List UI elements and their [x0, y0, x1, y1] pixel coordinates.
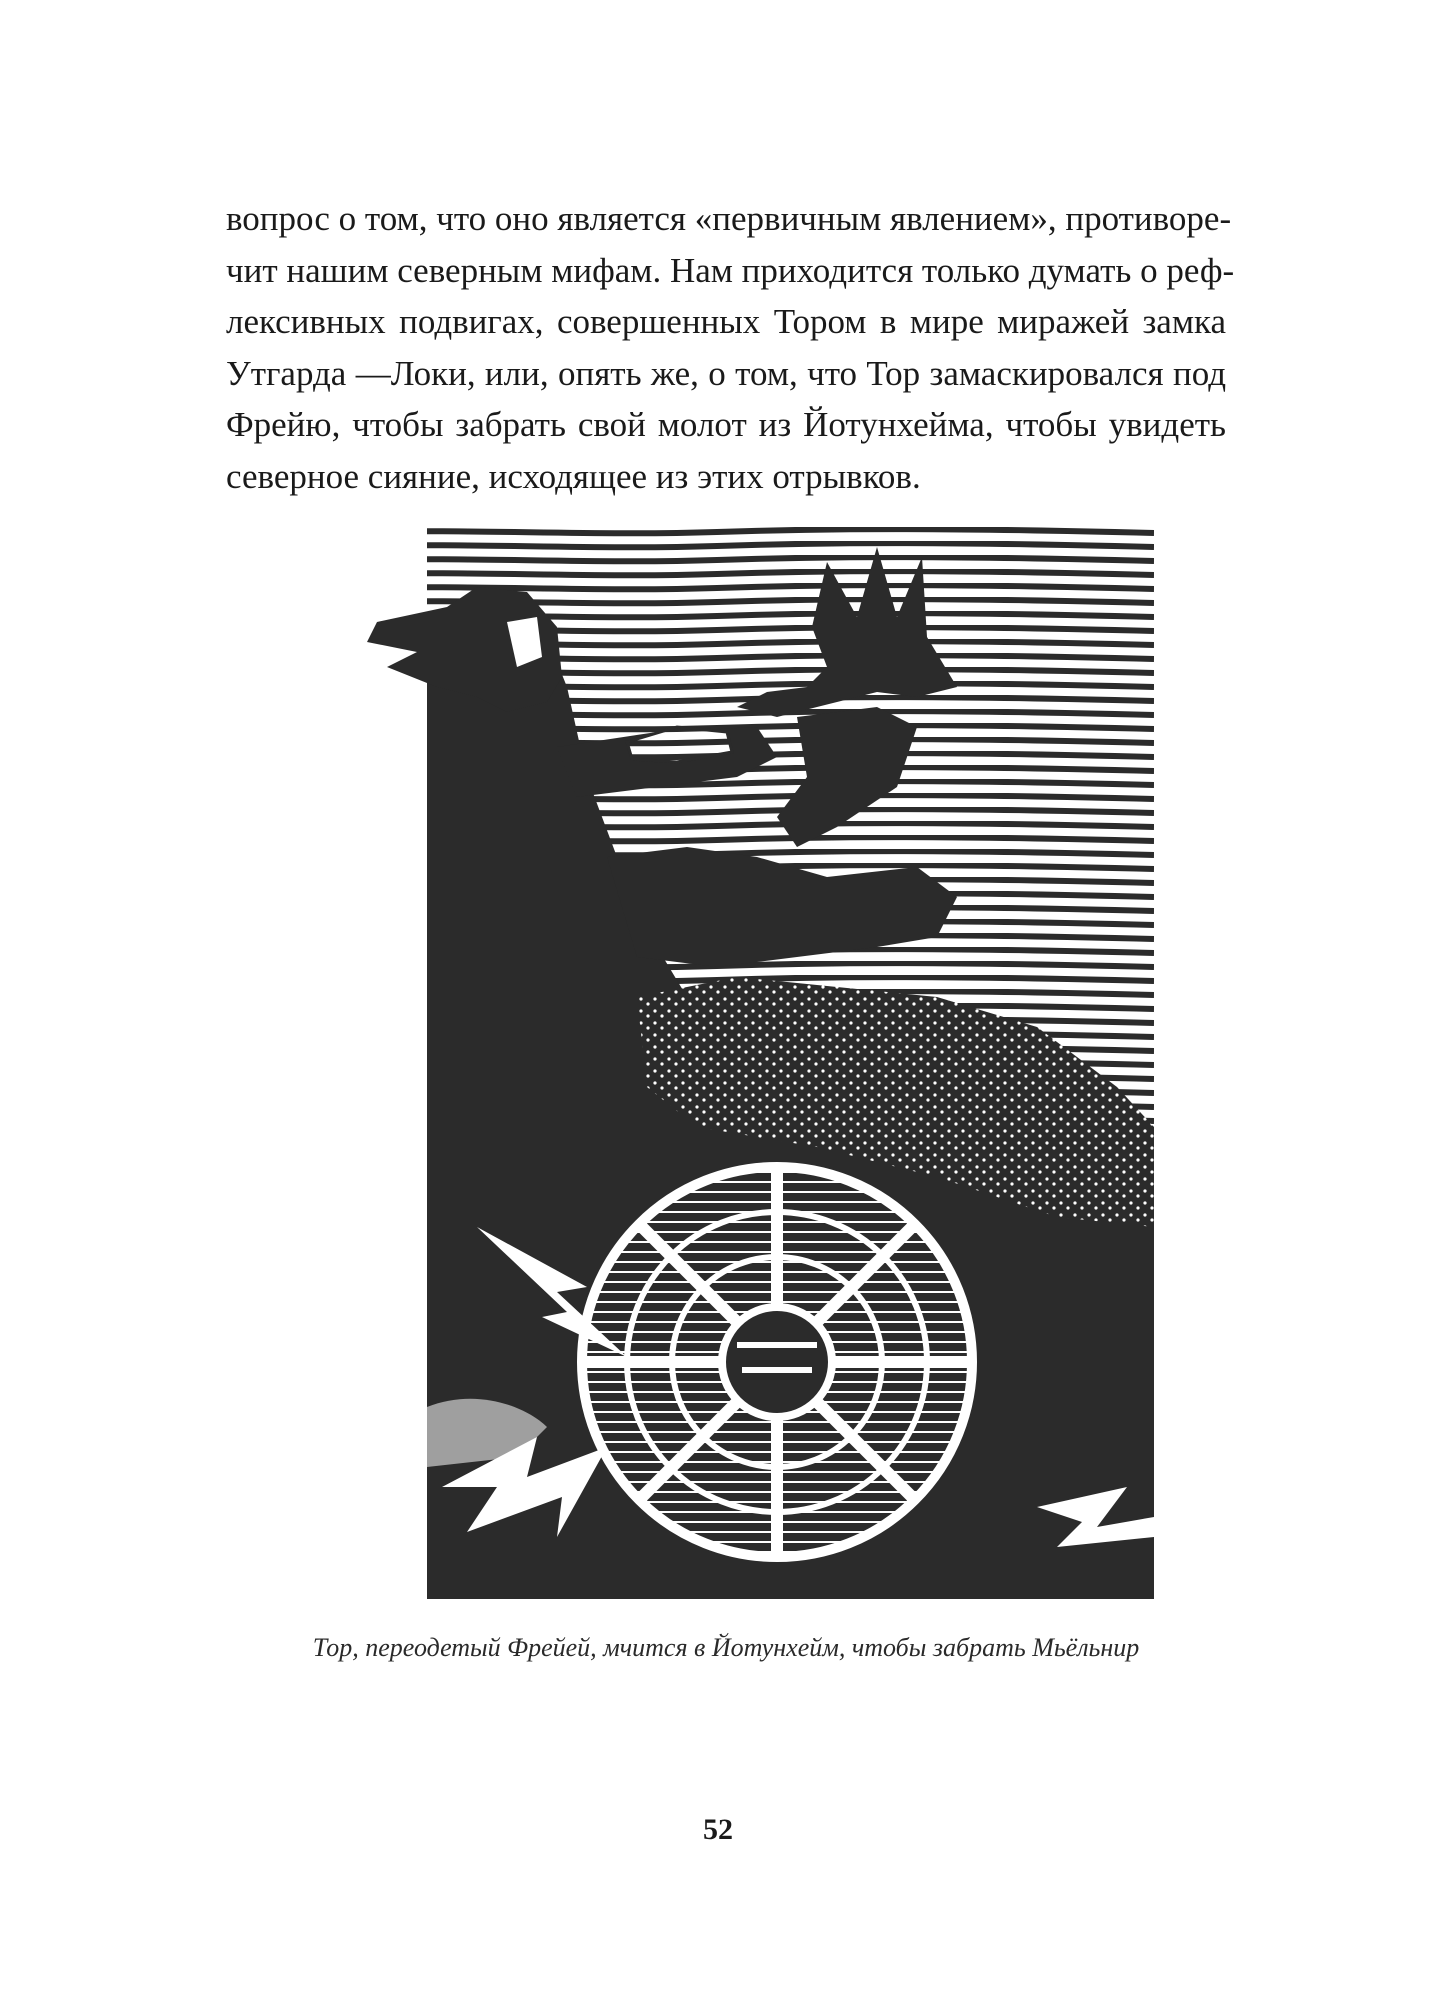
body-line: Утгарда —Локи, или, опять же, о том, что Тор замаскировался под: [226, 353, 1226, 393]
body-line: Фрейю, чтобы забрать свой молот из Йотунхейма, чтобы увидеть: [226, 405, 1226, 444]
figure-caption: Тор, переодетый Фрейей, мчится в Йотунхейм, чтобы забрать Мьёльнир: [312, 1633, 1140, 1662]
body-line: чит нашим северным мифам. Нам приходится только думать о реф-: [226, 250, 1235, 290]
body-line: лексивных подвигах, совершенных Тором в мире миражей замка: [226, 302, 1226, 341]
woodcut-image: [357, 527, 1154, 1599]
page-number: 52: [703, 1813, 733, 1846]
body-paragraph: [226, 193, 1235, 502]
body-line: вопрос о том, что оно является «первичным явлением», противоре-: [226, 199, 1232, 238]
woodcut-illustration: [357, 527, 1154, 1599]
body-line: северное сияние, исходящее из этих отрывков.: [226, 456, 921, 496]
